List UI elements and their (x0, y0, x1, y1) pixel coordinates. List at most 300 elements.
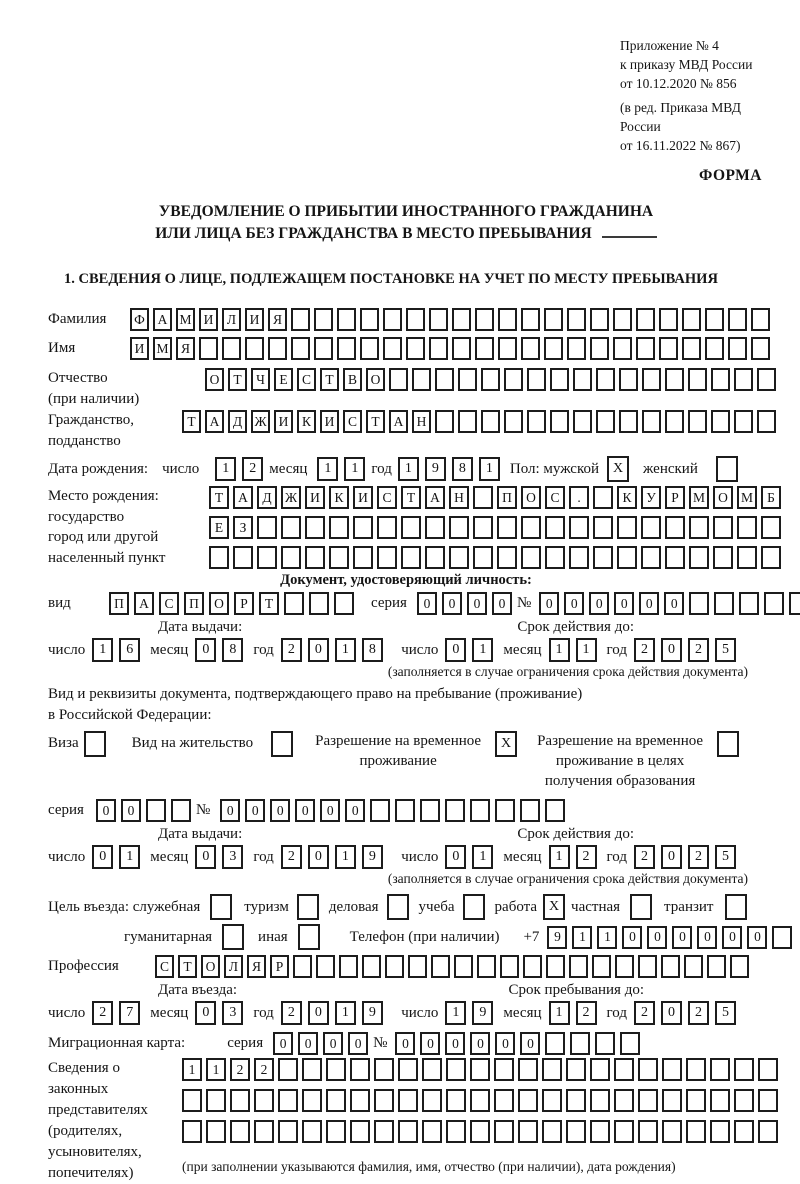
entry-dates-row (48, 1001, 764, 1025)
id-issue-day-label: число (48, 641, 86, 658)
char-cell (734, 1089, 754, 1112)
given-name-row (48, 337, 764, 360)
char-cell: Я (176, 337, 195, 360)
char-cell: 8 (222, 638, 243, 662)
char-cell: 0 (345, 799, 365, 822)
representatives-label-line6: попечителях) (48, 1165, 134, 1181)
representatives-cells-line1 (182, 1058, 782, 1081)
entry-day-label: число (48, 1004, 86, 1021)
char-cell (305, 546, 325, 569)
form-title-line2-text: ИЛИ ЛИЦА БЕЗ ГРАЖДАНСТВА В МЕСТО ПРЕБЫВАНИЯ (155, 225, 592, 242)
id-issue-year-label: год (253, 641, 274, 658)
char-cell: М (689, 486, 709, 509)
char-cell (233, 546, 253, 569)
patronymic-label-line2: (при наличии) (48, 391, 140, 407)
char-cell (281, 516, 301, 539)
char-cell: 0 (273, 1032, 293, 1055)
stay-month-label: месяц (503, 1004, 542, 1021)
id-issue-year-cells (281, 638, 389, 662)
char-cell (278, 1120, 298, 1143)
birthplace-cells-line3 (209, 546, 785, 569)
id-expiry-group (401, 638, 746, 662)
birthplace-label-line2: государство (48, 508, 125, 525)
char-cell (446, 1120, 466, 1143)
char-cell (617, 516, 637, 539)
char-cell (353, 546, 373, 569)
temp-residence-checkbox: X (495, 731, 517, 757)
char-cell (665, 410, 684, 433)
char-cell: 0 (589, 592, 609, 615)
patronymic-row (48, 368, 764, 410)
char-cell: Ф (130, 308, 149, 331)
id-expiry-month-label: месяц (503, 641, 542, 658)
birth-month-cells (317, 457, 371, 481)
char-cell (497, 516, 517, 539)
id-issue-group (48, 638, 393, 662)
migcard-series-cells (273, 1032, 373, 1055)
char-cell (682, 337, 701, 360)
char-cell (567, 337, 586, 360)
char-cell: О (521, 486, 541, 509)
permit-type-row (48, 731, 764, 791)
form-title-line1: УВЕДОМЛЕНИЕ О ПРИБЫТИИ ИНОСТРАННОГО ГРАЖДАНИНА (158, 203, 654, 220)
char-cell (452, 337, 471, 360)
char-cell: 2 (576, 1001, 597, 1025)
permit-series-cells (96, 799, 196, 822)
char-cell: 1 (445, 1001, 466, 1025)
char-cell (326, 1089, 346, 1112)
char-cell (470, 1120, 490, 1143)
char-cell: 1 (119, 845, 140, 869)
char-cell: И (274, 410, 293, 433)
char-cell (222, 337, 241, 360)
char-cell (374, 1089, 394, 1112)
sex-male-label: Пол: мужской (509, 460, 600, 477)
char-cell: 0 (320, 799, 340, 822)
form-title-line2 (48, 223, 764, 245)
char-cell: Т (178, 955, 197, 978)
char-cell (713, 546, 733, 569)
char-cell (617, 546, 637, 569)
char-cell (518, 1120, 538, 1143)
char-cell (638, 1089, 658, 1112)
char-cell (689, 592, 709, 615)
residence-permit-label: Вид на жительство (131, 735, 254, 751)
char-cell: 0 (661, 845, 682, 869)
char-cell (619, 368, 638, 391)
purpose-business-checkbox (387, 894, 409, 920)
entry-day-cells (92, 1001, 146, 1025)
char-cell: 0 (96, 799, 116, 822)
purpose-official-checkbox (210, 894, 232, 920)
char-cell (662, 1120, 682, 1143)
char-cell (705, 308, 724, 331)
char-cell: 9 (362, 845, 383, 869)
char-cell: 3 (222, 845, 243, 869)
char-cell: 0 (420, 1032, 440, 1055)
char-cell: И (305, 486, 325, 509)
char-cell (445, 799, 465, 822)
char-cell: Р (665, 486, 685, 509)
patronymic-cells (205, 368, 780, 391)
char-cell (573, 410, 592, 433)
char-cell (710, 1089, 730, 1112)
char-cell: 0 (270, 799, 290, 822)
char-cell (689, 516, 709, 539)
char-cell (422, 1089, 442, 1112)
char-cell (446, 1058, 466, 1081)
char-cell: 2 (254, 1058, 274, 1081)
char-cell: Т (209, 486, 229, 509)
temp-residence-edu-label-line1: Разрешение на временное (537, 733, 704, 749)
char-cell (642, 368, 661, 391)
char-cell: 0 (697, 926, 717, 949)
char-cell (573, 368, 592, 391)
char-cell (494, 1120, 514, 1143)
stay-year-label: год (606, 1004, 627, 1021)
char-cell: 0 (614, 592, 634, 615)
char-cell (570, 1032, 590, 1055)
char-cell (682, 308, 701, 331)
permit-issue-group (48, 845, 393, 869)
birthplace-label (48, 486, 209, 568)
char-cell (171, 799, 191, 822)
birth-date-row (48, 456, 764, 482)
char-cell (475, 308, 494, 331)
char-cell (230, 1089, 250, 1112)
char-cell: 1 (576, 638, 597, 662)
form-word: ФОРМА (698, 167, 762, 184)
char-cell: Д (257, 486, 277, 509)
char-cell: 0 (417, 592, 437, 615)
char-cell (281, 546, 301, 569)
char-cell: Е (209, 516, 229, 539)
id-doc-heading: Документ, удостоверяющий личность: (280, 572, 532, 588)
sex-female-checkbox (716, 456, 738, 482)
char-cell (638, 1120, 658, 1143)
char-cell: А (233, 486, 253, 509)
visa-checkbox (84, 731, 106, 757)
char-cell (665, 368, 684, 391)
stay-month-cells (549, 1001, 603, 1025)
char-cell: 0 (492, 592, 512, 615)
permit-dates-headers (48, 826, 764, 843)
permit-expiry-day-cells (445, 845, 499, 869)
char-cell: 2 (634, 845, 655, 869)
char-cell: Н (412, 410, 431, 433)
char-cell (449, 546, 469, 569)
representatives-cells-line3 (182, 1120, 782, 1143)
char-cell (662, 1089, 682, 1112)
char-cell (596, 368, 615, 391)
char-cell (314, 337, 333, 360)
doc-type-label: вид (48, 595, 71, 611)
temp-residence-label-line2: проживание (359, 753, 437, 769)
char-cell: 1 (472, 638, 493, 662)
char-cell (728, 308, 747, 331)
char-cell: 1 (398, 457, 419, 481)
birthplace-block (48, 486, 775, 569)
char-cell (567, 308, 586, 331)
char-cell: 2 (281, 1001, 302, 1025)
doc-type-cells (109, 592, 359, 615)
char-cell (309, 592, 329, 615)
char-cell (614, 1058, 634, 1081)
doc-series-cells (417, 592, 517, 615)
char-cell: 1 (549, 845, 570, 869)
temp-residence-label-line1: Разрешение на временное (315, 733, 482, 749)
birthplace-cells-line1 (209, 486, 785, 509)
char-cell (494, 1089, 514, 1112)
purpose-work-label: работа (494, 898, 538, 915)
char-cell (470, 1089, 490, 1112)
purpose-private-label: частная (571, 898, 621, 915)
char-cell: А (425, 486, 445, 509)
char-cell (446, 1089, 466, 1112)
doc-number-sign: № (516, 595, 532, 611)
char-cell: Т (182, 410, 201, 433)
char-cell (542, 1089, 562, 1112)
char-cell (550, 410, 569, 433)
char-cell (518, 1089, 538, 1112)
char-cell (550, 368, 569, 391)
char-cell (326, 1120, 346, 1143)
purpose-tourism-label: туризм (244, 898, 289, 915)
order-reference (620, 36, 764, 155)
char-cell (590, 337, 609, 360)
char-cell: 1 (549, 1001, 570, 1025)
char-cell (734, 1058, 754, 1081)
char-cell: Я (268, 308, 287, 331)
representatives-label-line5: усыновителях, (48, 1144, 142, 1160)
char-cell: 1 (335, 1001, 356, 1025)
char-cell (641, 516, 661, 539)
residence-permit-checkbox (271, 731, 293, 757)
char-cell (398, 1058, 418, 1081)
char-cell (638, 955, 657, 978)
char-cell (566, 1089, 586, 1112)
char-cell (734, 1120, 754, 1143)
char-cell (473, 546, 493, 569)
char-cell (385, 955, 404, 978)
char-cell (593, 516, 613, 539)
char-cell: 0 (308, 845, 329, 869)
char-cell: 0 (664, 592, 684, 615)
char-cell: 1 (182, 1058, 202, 1081)
char-cell: 0 (442, 592, 462, 615)
char-cell: 1 (92, 638, 113, 662)
char-cell: 0 (747, 926, 767, 949)
char-cell: Т (401, 486, 421, 509)
char-cell (518, 1058, 538, 1081)
char-cell: Е (274, 368, 293, 391)
citizenship-label (48, 410, 182, 452)
char-cell (665, 546, 685, 569)
char-cell (758, 1089, 778, 1112)
visa-label: Виза (48, 735, 79, 751)
char-cell: 0 (308, 1001, 329, 1025)
char-cell: 0 (639, 592, 659, 615)
char-cell (435, 410, 454, 433)
char-cell: 0 (245, 799, 265, 822)
char-cell (353, 516, 373, 539)
char-cell (206, 1120, 226, 1143)
char-cell: И (353, 486, 373, 509)
char-cell (761, 516, 781, 539)
char-cell (291, 337, 310, 360)
char-cell (642, 410, 661, 433)
permit-series-row (48, 799, 764, 822)
purpose-study-checkbox (463, 894, 485, 920)
id-expiry-month-cells (549, 638, 603, 662)
permit-expiry-day-label: число (401, 848, 439, 865)
char-cell (545, 516, 565, 539)
char-cell: 0 (195, 1001, 216, 1025)
char-cell: 9 (362, 1001, 383, 1025)
char-cell: П (109, 592, 129, 615)
char-cell: 0 (564, 592, 584, 615)
permit-expiry-header: Срок действия до: (517, 826, 634, 842)
char-cell: 9 (547, 926, 567, 949)
char-cell: 0 (92, 845, 113, 869)
char-cell: П (497, 486, 517, 509)
char-cell: 1 (572, 926, 592, 949)
char-cell (337, 308, 356, 331)
purpose-study-label: учеба (418, 898, 455, 915)
char-cell: С (297, 368, 316, 391)
purpose-row (48, 894, 764, 920)
temp-residence-edu-checkbox (717, 731, 739, 757)
edition-date-line: от 16.11.2022 № 867) (620, 138, 741, 153)
char-cell (527, 410, 546, 433)
profession-cells (155, 955, 753, 978)
representatives-label (48, 1058, 182, 1184)
stay-until-group (401, 1001, 746, 1025)
char-cell: 0 (220, 799, 240, 822)
stay-year-cells (634, 1001, 742, 1025)
char-cell: 1 (472, 845, 493, 869)
char-cell (595, 1032, 615, 1055)
char-cell (314, 308, 333, 331)
profession-label: Профессия (48, 958, 119, 974)
char-cell: 5 (715, 1001, 736, 1025)
char-cell (686, 1058, 706, 1081)
char-cell (316, 955, 335, 978)
char-cell: Ч (251, 368, 270, 391)
char-cell (146, 799, 166, 822)
char-cell: М (176, 308, 195, 331)
temp-residence-label (315, 731, 481, 771)
char-cell: А (153, 308, 172, 331)
entry-year-label: год (253, 1004, 274, 1021)
char-cell: Р (234, 592, 254, 615)
char-cell: 2 (634, 638, 655, 662)
char-cell (569, 955, 588, 978)
char-cell (689, 546, 709, 569)
birth-day-label: число (162, 460, 200, 477)
stay-day-label: число (401, 1004, 439, 1021)
char-cell (710, 1058, 730, 1081)
char-cell (566, 1058, 586, 1081)
char-cell: Т (320, 368, 339, 391)
char-cell (751, 337, 770, 360)
char-cell (758, 1058, 778, 1081)
purpose-work-checkbox: X (543, 894, 565, 920)
char-cell (334, 592, 354, 615)
char-cell: 8 (452, 457, 473, 481)
char-cell (360, 308, 379, 331)
char-cell (360, 337, 379, 360)
char-cell: 0 (121, 799, 141, 822)
char-cell (527, 368, 546, 391)
char-cell (350, 1089, 370, 1112)
id-issue-day-cells (92, 638, 146, 662)
char-cell (569, 546, 589, 569)
char-cell (714, 592, 734, 615)
char-cell: 0 (622, 926, 642, 949)
char-cell (542, 1058, 562, 1081)
char-cell: Р (270, 955, 289, 978)
char-cell (475, 337, 494, 360)
migration-card-row (48, 1032, 764, 1055)
char-cell (764, 592, 784, 615)
char-cell (435, 368, 454, 391)
char-cell: 0 (445, 638, 466, 662)
char-cell: 2 (576, 845, 597, 869)
char-cell (590, 1089, 610, 1112)
char-cell (254, 1120, 274, 1143)
char-cell (789, 592, 800, 615)
char-cell (686, 1120, 706, 1143)
char-cell (684, 955, 703, 978)
char-cell: 1 (335, 638, 356, 662)
char-cell (596, 410, 615, 433)
char-cell: 2 (281, 845, 302, 869)
char-cell: 0 (467, 592, 487, 615)
purpose-private-checkbox (630, 894, 652, 920)
char-cell (772, 926, 792, 949)
char-cell (412, 368, 431, 391)
char-cell (641, 546, 661, 569)
char-cell: 0 (722, 926, 742, 949)
char-cell (495, 799, 515, 822)
char-cell (659, 337, 678, 360)
char-cell (454, 955, 473, 978)
char-cell (734, 368, 753, 391)
char-cell: 2 (242, 457, 263, 481)
permit-expiry-month-cells (549, 845, 603, 869)
char-cell (757, 410, 776, 433)
char-cell (362, 955, 381, 978)
char-cell (429, 308, 448, 331)
char-cell: 0 (661, 638, 682, 662)
char-cell (521, 516, 541, 539)
char-cell (431, 955, 450, 978)
char-cell (504, 368, 523, 391)
char-cell (730, 955, 749, 978)
char-cell: 2 (688, 638, 709, 662)
char-cell: Т (259, 592, 279, 615)
char-cell: Н (449, 486, 469, 509)
char-cell (521, 308, 540, 331)
char-cell: 0 (295, 799, 315, 822)
char-cell (182, 1120, 202, 1143)
char-cell (481, 410, 500, 433)
char-cell (751, 308, 770, 331)
temp-residence-edu-label (537, 731, 703, 791)
permit-expiry-year-label: год (606, 848, 627, 865)
permit-dates-row (48, 845, 764, 869)
